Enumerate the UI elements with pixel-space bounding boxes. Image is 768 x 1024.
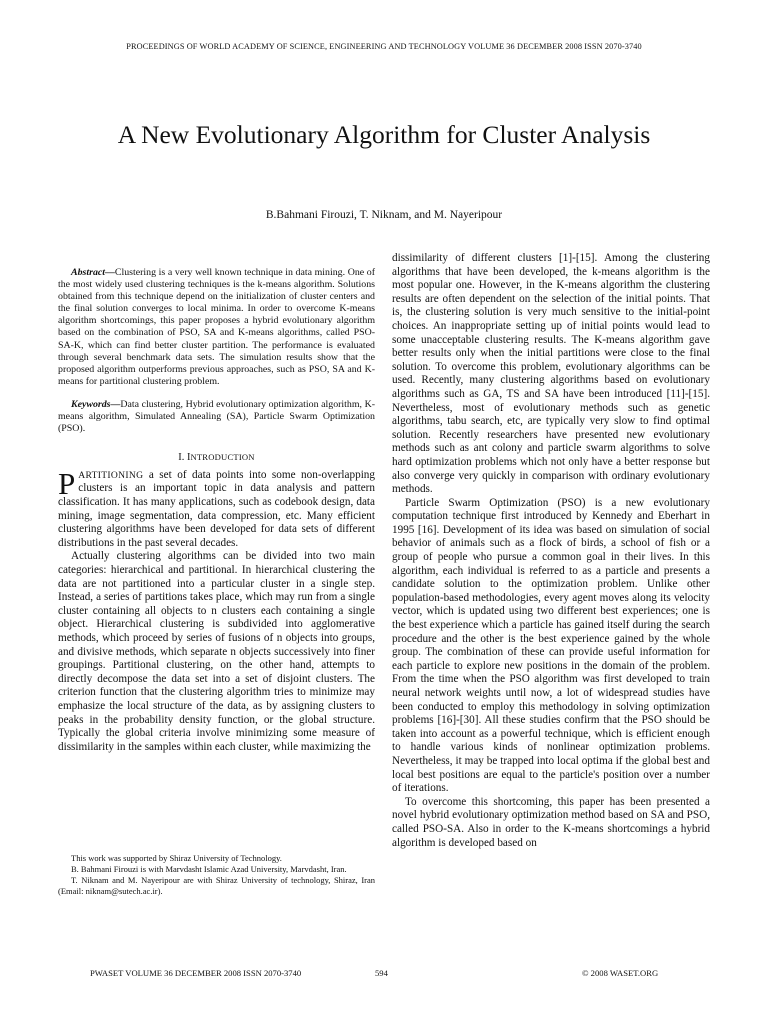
abstract [58,267,375,388]
intro-paragraph-1-text: a set of data points into some non-overlapping clusters is an important topic in data analysis and pattern classification. It has many applications, such as codebook design, data mining, image segmentation, data compression, etc. Many efficient clustering algorithms have been developed for data sets of different distributions in the past several decades. [58,468,375,549]
body-paragraph-pso: Particle Swarm Optimization (PSO) is a new evolutionary computation technique first introduced by Kennedy and Eberhart in 1995 [16]. Development of its idea was based on simulation of social behavior of animals such as a flock of birds, a school of fish or a group of people who pursue a common goal in their lives. In this algorithm, each individual is referred to as a particle and presents a candidate solution to the optimization problem. Unlike other population-based methodologies, every agent moves along its velocity vector, which is updated using two different best experiences; one is the best experience which a particle has gained itself during the search procedure and the other is the best experience gained by the whole group. The combination of these can provide useful information for each particle to explore new positions in the domain of the problem. From the time when the PSO algorithm was first developed to train neural network weights until now, a lot of widespread studies have been conducted to employ this methodology in solving optimization problems [16]-[30]. All these studies confirm that the PSO should be taken into account as a powerful technique, which is efficient enough to handle various kinds of nonlinear optimization problems. Nevertheless, it may be trapped into local optima if the global best and local best positions are equal to the particle's position over a number of iterations. [392,496,710,795]
paper-title: A New Evolutionary Algorithm for Cluster Analysis [117,120,651,149]
abstract-label: Abstract— [71,267,115,278]
footnote-funding: This work was supported by Shiraz University of Technology. [71,853,282,863]
author-list: B.Bahmani Firouzi, T. Niknam, and M. Nayeripour [265,209,503,221]
left-column [58,252,375,754]
keywords-label: Keywords— [71,398,121,410]
section-number: I. [178,452,185,464]
drop-cap: P [58,465,76,501]
body-paragraph-hybrid: To overcome this shortcoming, this paper has been presented a novel hybrid evolutionary optimization method based on SA and PSO, called PSO-SA. Also in order to the K-means shortcomings a hybrid algorithm is developed based on [392,795,710,849]
intro-lead-word: ARTITIONING [78,469,144,481]
footnotes [58,853,375,897]
keywords [58,399,375,435]
footnote-affiliation-1: B. Bahmani Firouzi is with Marvdasht Islamic Azad University, Marvdasht, Iran. [71,864,347,874]
footer-journal: PWASET VOLUME 36 DECEMBER 2008 ISSN 2070-3740 [90,968,302,978]
intro-paragraph-1 [58,465,375,551]
right-column [392,252,710,850]
keywords-text: Data clustering, Hybrid evolutionary optimization algorithm, K-means algorithm, Simulated Annealing (SA), Particle Swarm Optimization (PSO). [58,398,375,435]
footer-copyright: © 2008 WASET.ORG [582,968,659,978]
section-title-rest: NTRODUCTION [190,452,255,463]
running-head: PROCEEDINGS OF WORLD ACADEMY OF SCIENCE, ENGINEERING AND TECHNOLOGY VOLUME 36 DECEMBER 2008 ISSN 2070-3740 [126,42,642,51]
page-number: 594 [375,968,388,978]
section-title-first-letter: I [186,452,191,464]
intro-paragraph-2: Actually clustering algorithms can be divided into two main categories: hierarchical and partitional. In hierarchical clustering the data are not partitioned into a particular cluster in a single step. Instead, a series of partitions takes place, which may run from a single cluster containing all objects to n clusters each containing a single object. Hierarchical clustering is subdivided into agglomerative methods, which proceed by series of fusions of n objects into groups, and divisive methods, which separate n objects successively into finer groupings. Partitional clustering, on the other hand, attempts to directly decompose the data set into a set of disjoint clusters. The criterion function that the clustering algorithm tries to minimize may emphasize the local structure of the data, as by assigning clusters to peaks in the probability density function, or the global structure. Typically the global criteria involve minimizing some measure of dissimilarity in the samples within each cluster, while maximizing the [58,550,375,753]
footnote-affiliation-2: T. Niknam and M. Nayeripour are with Shiraz University of technology, Shiraz, Iran (Email: niknam@sutech.ac.ir). [58,875,375,896]
abstract-text: Clustering is a very well known technique in data mining. One of the most widely used clustering techniques is the k-means algorithm. Solutions obtained from this technique depend on the initialization of cluster centers and the final solution converges to local minima. In order to overcome K-means algorithm shortcomings, this paper proposes a hybrid evolutionary algorithm based on the combination of PSO, SA and K-means algorithms, called PSO-SA-K, which can find better cluster partition. The performance is evaluated through several benchmark data sets. The simulation results show that the proposed algorithm outperforms previous approaches, such as PSO, SA and K-means for partitional clustering problem. [58,267,375,387]
body-paragraph-continued: dissimilarity of different clusters [1]-[15]. Among the clustering algorithms that have been developed, the k-means algorithm is the most popular one. However, in the K-means algorithm the clustering results are often dependent on the selection of the initial points. That is, the clustering solution is very much sensitive to the initial-point choices. An inappropriate setting up of initial points would lead to some unacceptable clustering results. The K-means algorithm gave better results only when the initial partitions were close to the final solution. To overcome this problem, evolutionary algorithms can be used. Recently, many clustering algorithms based on evolutionary algorithms such as GA, TS and SA have been introduced [11]-[15]. Nevertheless, most of evolutionary methods such as genetic algorithms, tabu search, etc, are typically very slow to find optimal solution. Recently researchers have presented new evolutionary methods such as ant colony and particle swarm algorithms to solve hard optimization problems which not only have a better response but also converge very quickly in comparison with ordinary evolutionary methods. [392,252,710,496]
section-heading-introduction [58,451,375,465]
